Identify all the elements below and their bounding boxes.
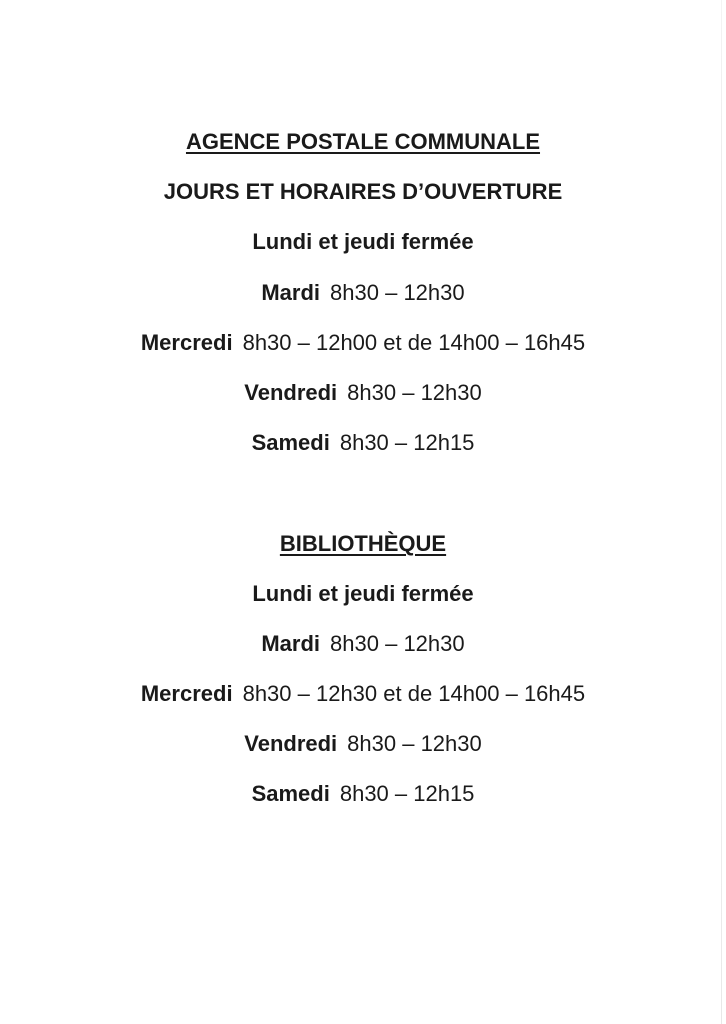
day-label: Samedi: [251, 781, 330, 806]
hours-value: 8h30 – 12h30 et de 14h00 – 16h45: [242, 681, 586, 706]
bibliotheque-row-mardi: [0, 630, 726, 658]
bibliotheque-row-vendredi: [0, 730, 726, 758]
hours-value: 8h30 – 12h30: [347, 380, 482, 405]
day-label: Mardi: [261, 280, 321, 305]
poste-subtitle: JOURS ET HORAIRES D’OUVERTURE: [163, 179, 563, 204]
poste-title: AGENCE POSTALE COMMUNALE: [185, 129, 541, 154]
day-label: Mardi: [261, 631, 321, 656]
bibliotheque-closed-days: Lundi et jeudi fermée: [252, 581, 474, 606]
hours-value: 8h30 – 12h15: [339, 781, 475, 806]
bibliotheque-title: BIBLIOTHÈQUE: [279, 531, 447, 556]
hours-value: 8h30 – 12h00 et de 14h00 – 16h45: [242, 330, 586, 355]
hours-value: 8h30 – 12h30: [330, 280, 465, 305]
poste-row-vendredi: [0, 379, 726, 407]
day-label: Vendredi: [244, 380, 338, 405]
poste-row-mercredi: [0, 329, 726, 357]
poste-row-mardi: [0, 279, 726, 307]
day-label: Mercredi: [140, 330, 233, 355]
hours-value: 8h30 – 12h15: [339, 430, 475, 455]
day-label: Vendredi: [244, 731, 338, 756]
hours-value: 8h30 – 12h30: [330, 631, 465, 656]
day-label: Mercredi: [140, 681, 233, 706]
bibliotheque-row-samedi: [0, 780, 726, 808]
bibliotheque-row-mercredi: [0, 680, 726, 708]
hours-value: 8h30 – 12h30: [347, 731, 482, 756]
poste-closed-days: Lundi et jeudi fermée: [252, 229, 474, 254]
day-label: Samedi: [251, 430, 330, 455]
poste-row-samedi: [0, 429, 726, 457]
